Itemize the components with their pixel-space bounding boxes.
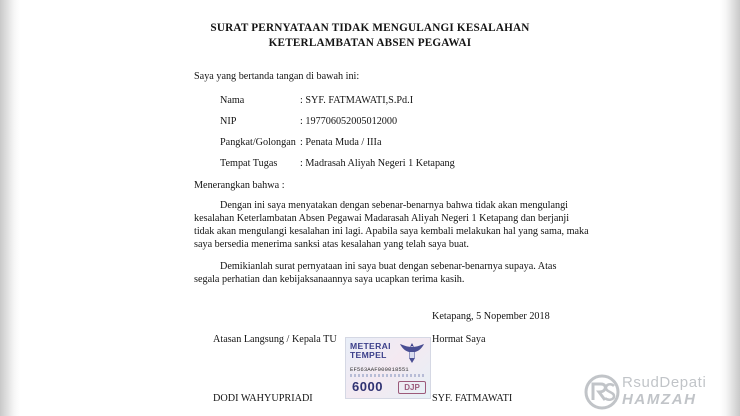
right-signatory-name: SYF. FATMAWATI — [432, 393, 513, 404]
stamp-title — [350, 342, 394, 359]
meterai-stamp — [345, 337, 431, 399]
stamp-microprint — [350, 374, 424, 377]
left-signatory-name: DODI WAHYUPRIADI — [213, 393, 313, 404]
paragraph-1-line-2: kesalahan Keterlambatan Absen Pegawai Madarasah Aliyah Negeri 1 Ketapang dan berjanji — [194, 213, 570, 224]
watermark-line-2: HAMZAH — [622, 391, 697, 408]
paragraph-2-line-2: segala perhatian dan kebijaksanaannya saya ucapkan terima kasih. — [194, 274, 465, 285]
place-date: Ketapang, 5 Nopember 2018 — [432, 311, 550, 322]
field-value-nama: : SYF. FATMAWATI,S.Pd.I — [300, 95, 414, 106]
paragraph-2-line-1: Demikianlah surat pernyataan ini saya buat dengan sebenar-benarnya supaya. Atas — [220, 261, 557, 272]
stamp-value: 6000 — [352, 379, 383, 394]
paragraph-1-line-4: saya bersedia menerima sanksi atas kesalahan yang telah saya buat. — [194, 239, 469, 250]
paragraph-1-line-1: Dengan ini saya menyatakan dengan sebenar-benarnya bahwa tidak akan mengulangi — [220, 200, 569, 211]
field-value-nip: : 197706052005012000 — [300, 116, 398, 127]
watermark — [582, 372, 732, 412]
document-title-line-1: SURAT PERNYATAAN TIDAK MENGULANGI KESALAHAN — [210, 22, 530, 34]
stamp-serial: EF563AAF000018551 — [350, 366, 409, 373]
paragraph-1-line-3: tidak akan mengulangi kesalahan ini lagi. Apabila saya kembali melakukan hal yang sama, maka — [194, 226, 589, 237]
document-title-line-2: KETERLAMBATAN ABSEN PEGAWAI — [268, 37, 472, 49]
right-signatory-role: Hormat Saya — [432, 334, 486, 345]
field-value-pangkat: : Penata Muda / IIIa — [300, 137, 382, 148]
watermark-line-1: RsudDepati — [622, 374, 707, 391]
field-label-nama: Nama — [220, 95, 245, 106]
field-label-pangkat: Pangkat/Golongan — [220, 137, 296, 148]
left-signatory-role: Atasan Langsung / Kepala TU — [213, 334, 337, 345]
rs-logo-icon — [584, 374, 620, 410]
stamp-code: DJP — [398, 381, 426, 394]
field-value-tempat-tugas: : Madrasah Aliyah Negeri 1 Ketapang — [300, 158, 455, 169]
intro-text: Saya yang bertanda tangan di bawah ini: — [194, 71, 360, 82]
field-label-nip: NIP — [220, 116, 237, 127]
garuda-emblem-icon — [399, 341, 425, 365]
field-label-tempat-tugas: Tempat Tugas — [220, 158, 278, 169]
menerangkan-text: Menerangkan bahwa : — [194, 180, 285, 191]
stamp-title-line-1: METERAI — [350, 341, 391, 351]
stamp-title-line-2: TEMPEL — [350, 349, 387, 360]
